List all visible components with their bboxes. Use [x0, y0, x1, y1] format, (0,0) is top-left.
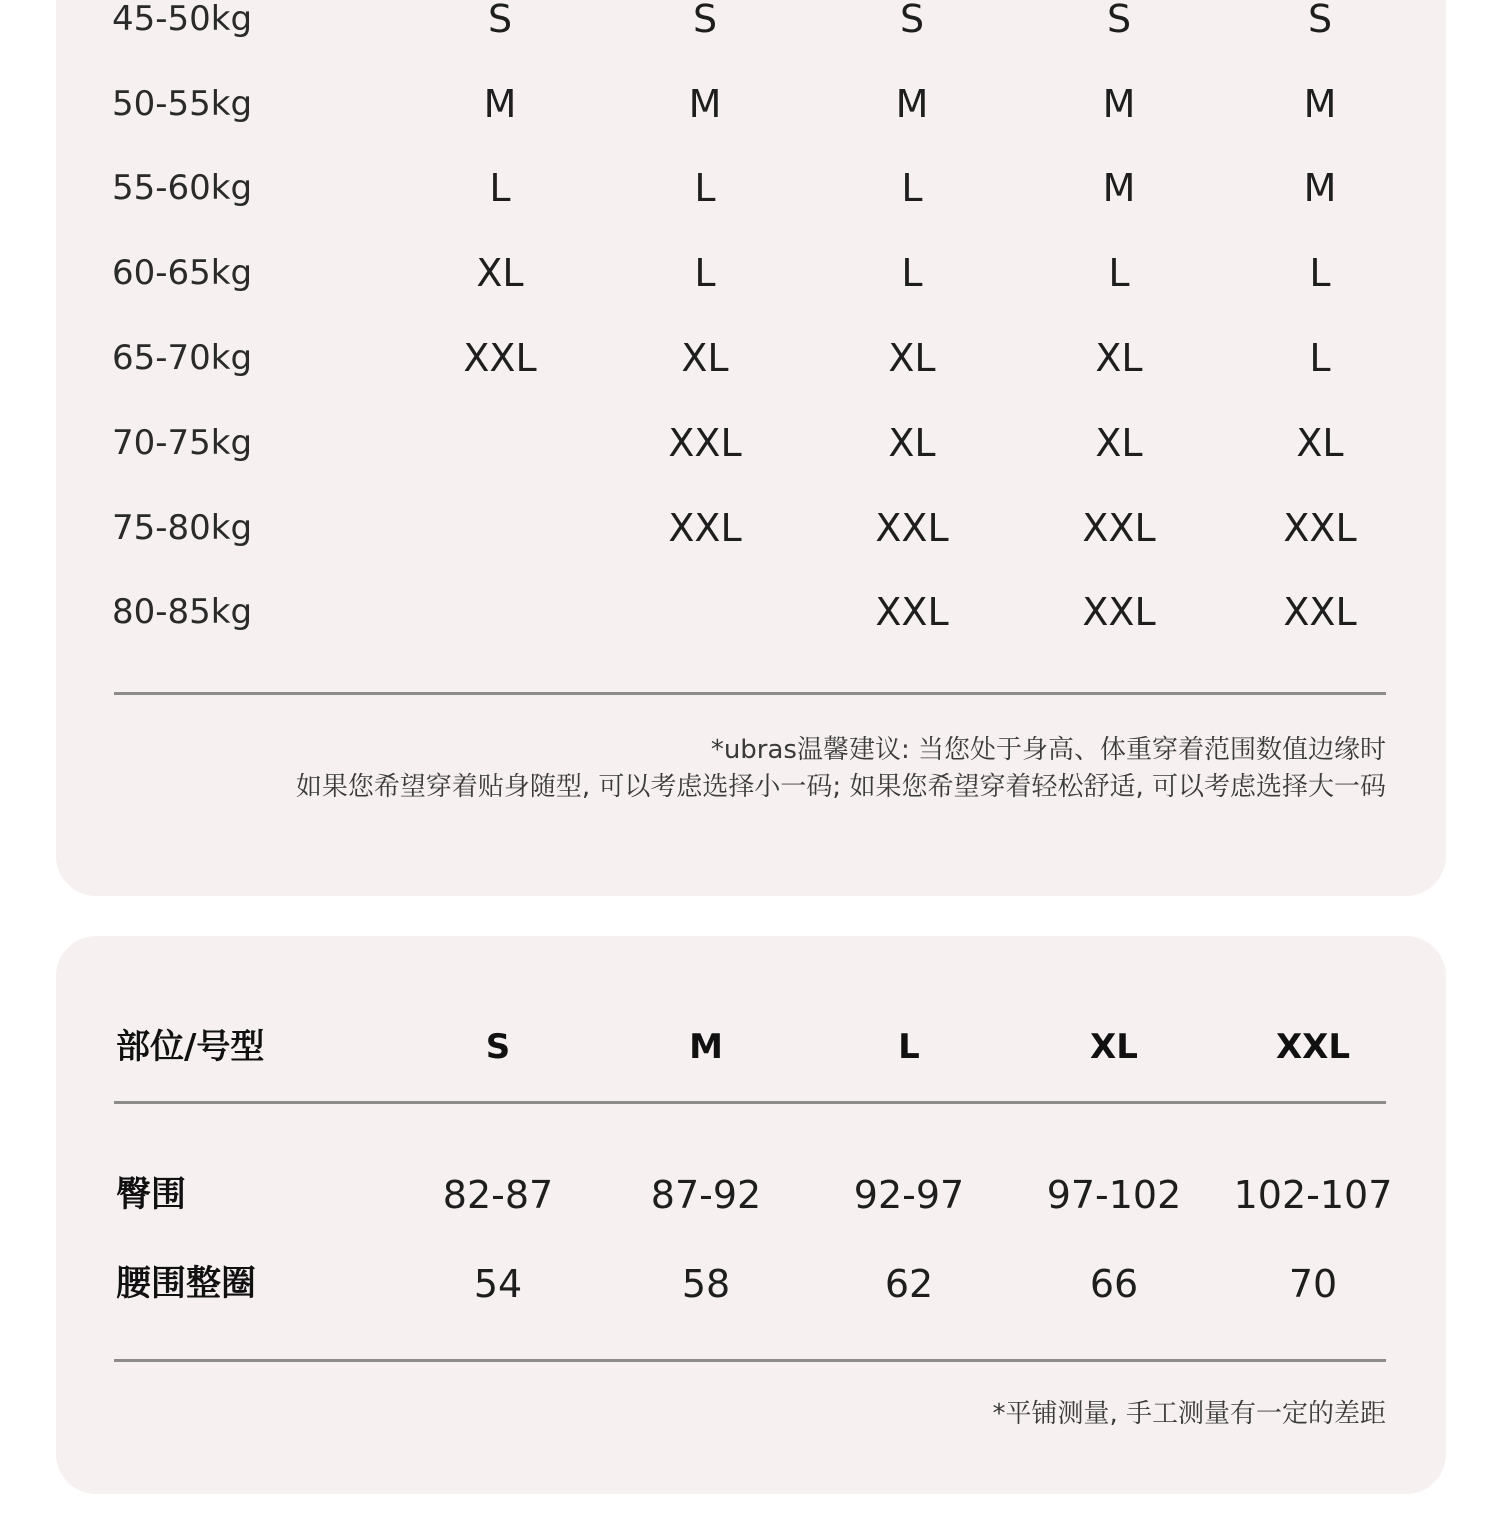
- table-row: [56, 0, 1446, 49]
- size-cell: L: [694, 251, 716, 295]
- size-cell: M: [1303, 82, 1337, 126]
- measure-cell: 66: [1089, 1262, 1139, 1306]
- table-row: [56, 328, 1446, 388]
- size-cell: L: [694, 166, 716, 210]
- measure-cell: 82-87: [442, 1173, 554, 1217]
- size-cell: M: [688, 82, 722, 126]
- size-cell: L: [1309, 251, 1331, 295]
- table-divider: [114, 1359, 1386, 1362]
- measure-cell: 70: [1288, 1262, 1338, 1306]
- weight-label: 75-80kg: [112, 508, 253, 548]
- size-cell: M: [895, 82, 929, 126]
- size-cell: M: [1102, 82, 1136, 126]
- size-cell: XL: [681, 336, 729, 380]
- weight-label: 80-85kg: [112, 592, 253, 632]
- measurement-note: *平铺测量, 手工测量有一定的差距: [992, 1399, 1386, 1429]
- size-cell: XXL: [875, 590, 949, 634]
- size-cell: XXL: [463, 336, 537, 380]
- measure-cell: 102-107: [1233, 1173, 1393, 1217]
- header-size-m: M: [689, 1027, 723, 1067]
- fit-advice-line-2: 如果您希望穿着贴身随型, 可以考虑选择小一码; 如果您希望穿着轻松舒适, 可以考虑选择大一码: [295, 772, 1386, 802]
- size-cell: S: [487, 0, 513, 41]
- weight-label: 50-55kg: [112, 84, 253, 124]
- measure-cell: 97-102: [1046, 1173, 1182, 1217]
- weight-label: 55-60kg: [112, 168, 253, 208]
- size-cell: XXL: [875, 506, 949, 550]
- size-cell: XXL: [668, 421, 742, 465]
- table-row: [56, 413, 1446, 473]
- weight-label: 45-50kg: [112, 0, 253, 39]
- measurement-card: [56, 936, 1446, 1494]
- size-cell: XXL: [1082, 506, 1156, 550]
- measure-cell: 87-92: [650, 1173, 762, 1217]
- header-size-l: L: [898, 1027, 920, 1067]
- size-cell: M: [483, 82, 517, 126]
- size-cell: L: [901, 166, 923, 210]
- table-row: [56, 498, 1446, 558]
- row-label: 腰围整圈: [116, 1264, 257, 1304]
- size-cell: L: [1309, 336, 1331, 380]
- measure-cell: 62: [884, 1262, 934, 1306]
- size-cell: XL: [1095, 421, 1143, 465]
- table-row: [56, 582, 1446, 642]
- measure-cell: 92-97: [853, 1173, 965, 1217]
- table-row: [56, 74, 1446, 134]
- size-cell: XL: [476, 251, 524, 295]
- weight-label: 65-70kg: [112, 338, 253, 378]
- size-cell: L: [489, 166, 511, 210]
- header-divider: [114, 1101, 1386, 1104]
- fit-advice-line-1: *ubras温馨建议: 当您处于身高、体重穿着范围数值边缘时: [710, 735, 1386, 765]
- size-cell: L: [1108, 251, 1130, 295]
- header-part-size: 部位/号型: [116, 1027, 265, 1067]
- size-cell: XL: [888, 421, 936, 465]
- table-row-waist: [56, 1254, 1446, 1314]
- header-size-xl: XL: [1090, 1027, 1138, 1067]
- table-row-hip: [56, 1165, 1446, 1225]
- size-cell: XXL: [1082, 590, 1156, 634]
- size-cell: XXL: [1283, 590, 1357, 634]
- table-divider: [114, 692, 1386, 695]
- table-row: [56, 158, 1446, 218]
- row-label: 臀围: [116, 1175, 187, 1215]
- size-cell: S: [1106, 0, 1132, 41]
- measure-cell: 54: [473, 1262, 523, 1306]
- header-size-s: S: [485, 1027, 511, 1067]
- size-cell: XL: [1095, 336, 1143, 380]
- size-cell: L: [901, 251, 923, 295]
- size-cell: XXL: [1283, 506, 1357, 550]
- table-row: [56, 243, 1446, 303]
- header-size-xxl: XXL: [1275, 1027, 1351, 1067]
- size-cell: M: [1303, 166, 1337, 210]
- size-cell: XXL: [668, 506, 742, 550]
- size-cell: S: [1307, 0, 1333, 41]
- weight-label: 70-75kg: [112, 423, 253, 463]
- weight-label: 60-65kg: [112, 253, 253, 293]
- weight-size-card: [56, 0, 1446, 896]
- size-cell: XL: [888, 336, 936, 380]
- size-cell: S: [899, 0, 925, 41]
- size-cell: M: [1102, 166, 1136, 210]
- measure-cell: 58: [681, 1262, 731, 1306]
- size-cell: S: [692, 0, 718, 41]
- size-cell: XL: [1296, 421, 1344, 465]
